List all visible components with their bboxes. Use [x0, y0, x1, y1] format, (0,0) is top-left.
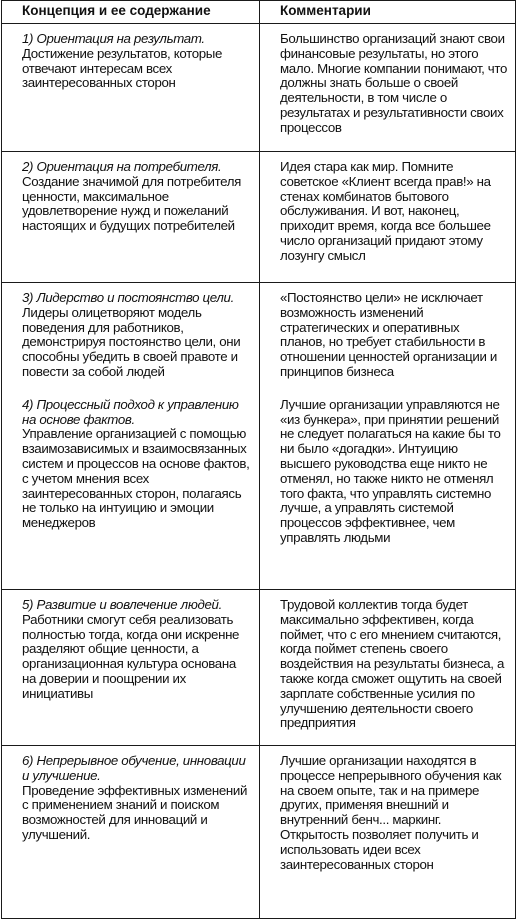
table-row: [2, 152, 516, 283]
comment-subblock: [280, 398, 508, 546]
table-row: [2, 283, 516, 590]
concept-cell: [2, 152, 260, 283]
comment-cell: Лучшие организации находятся в процессе непрерывного обучения как на своем опыте, так и на примере других, применяя внешний и внутренний бенч... маркинг. Открытость позволяет получить и использовать идеи всех заинтересованных сторон: [260, 746, 516, 919]
comment-text: Лучшие организации управляются не «из бункера», при принятии решений не следует полагаться на какие бы то ни было «догадки». Интуицию высшего руководства еще никто не отменял, но также никто не отменял того факта, что управлять системно лучше, а управлять системой процессов эффективнее, чем управлять людьми: [280, 396, 501, 545]
concept-cell: [2, 283, 260, 590]
concept-body: Управление организацией с помощью взаимозависимых и взаимосвязанных систем и процессов на основе фактов, с учетом мнения всех заинтересованных сторон, полагаясь не только на интуицию и эмоции менеджеров: [22, 426, 250, 531]
table-row: [2, 590, 516, 746]
concept-body: Работники смогут себя реализовать полностью тогда, когда они искренне разделяют общие ценности, а организационная культура основана на доверии и поощрении их инициативы: [22, 611, 240, 701]
header-concept: Концепция и ее содержание: [2, 1, 260, 24]
comment-text: «Постоянство цели» не исключает возможность изменений стратегических и оперативных планов, но требует стабильности в отношении ценностей организации и принципов бизнеса: [280, 290, 497, 379]
concept-title: 3) Лидерство и постоянство цели.: [22, 290, 234, 305]
header-comments: Комментарии: [260, 1, 516, 24]
concept-title: 4) Процессный подход к управлению на основе фактов.: [22, 396, 239, 427]
comment-cell: Большинство организаций знают свои финансовые результаты, но этого мало. Многие компании понимают, что должны знать больше о своей деятельности, в том числе о результатах и результативности своих процессов: [260, 24, 516, 152]
table-row: [2, 746, 516, 919]
concept-cell: [2, 24, 260, 152]
concept-title: 2) Ориентация на потребителя.: [22, 159, 222, 174]
concept-body: Достижение результатов, которые отвечают интересам всех заинтересованных сторон: [22, 45, 223, 91]
concept-body: Создание значимой для потребителя ценности, максимальное удовлетворение нужд и пожеланий настоящих и будущих потребителей: [22, 173, 242, 234]
comment-cell: Идея стара как мир. Помните советское «Клиент всегда прав!» на стенах комбинатов бытового обслуживания. И вот, наконец, приходит время, когда все большее число организаций придают этому лозунгу смысл: [260, 152, 516, 283]
concept-title: 1) Ориентация на результат.: [22, 31, 205, 46]
comment-cell: Трудовой коллектив тогда будет максимально эффективен, когда поймет, что с его мнением считаются, когда поймет степень своего воздействия на результаты бизнеса, а также когда сможет ощутить на своей зарплате собственные усилия по улучшению деятельности своего предприятия: [260, 590, 516, 746]
table-row: [2, 24, 516, 152]
concept-cell: [2, 746, 260, 919]
concept-cell: [2, 590, 260, 746]
concept-body: Проведение эффективных изменений с применением знаний и поиском возможностей для инноваций и улучшений.: [22, 782, 248, 842]
header-row: [2, 1, 516, 24]
concept-body: Лидеры олицетворяют модель поведения для работников, демонстрируя постоянство цели, они способны убедить в своей правоте и повести за собой людей: [22, 304, 241, 379]
concepts-table: [1, 0, 516, 919]
concept-title: 5) Развитие и вовлечение людей.: [22, 597, 222, 612]
concept-subblock: [22, 398, 252, 531]
concept-title: 6) Непрерывное обучение, инновации и улучшение.: [22, 753, 246, 783]
comment-cell: [260, 283, 516, 590]
